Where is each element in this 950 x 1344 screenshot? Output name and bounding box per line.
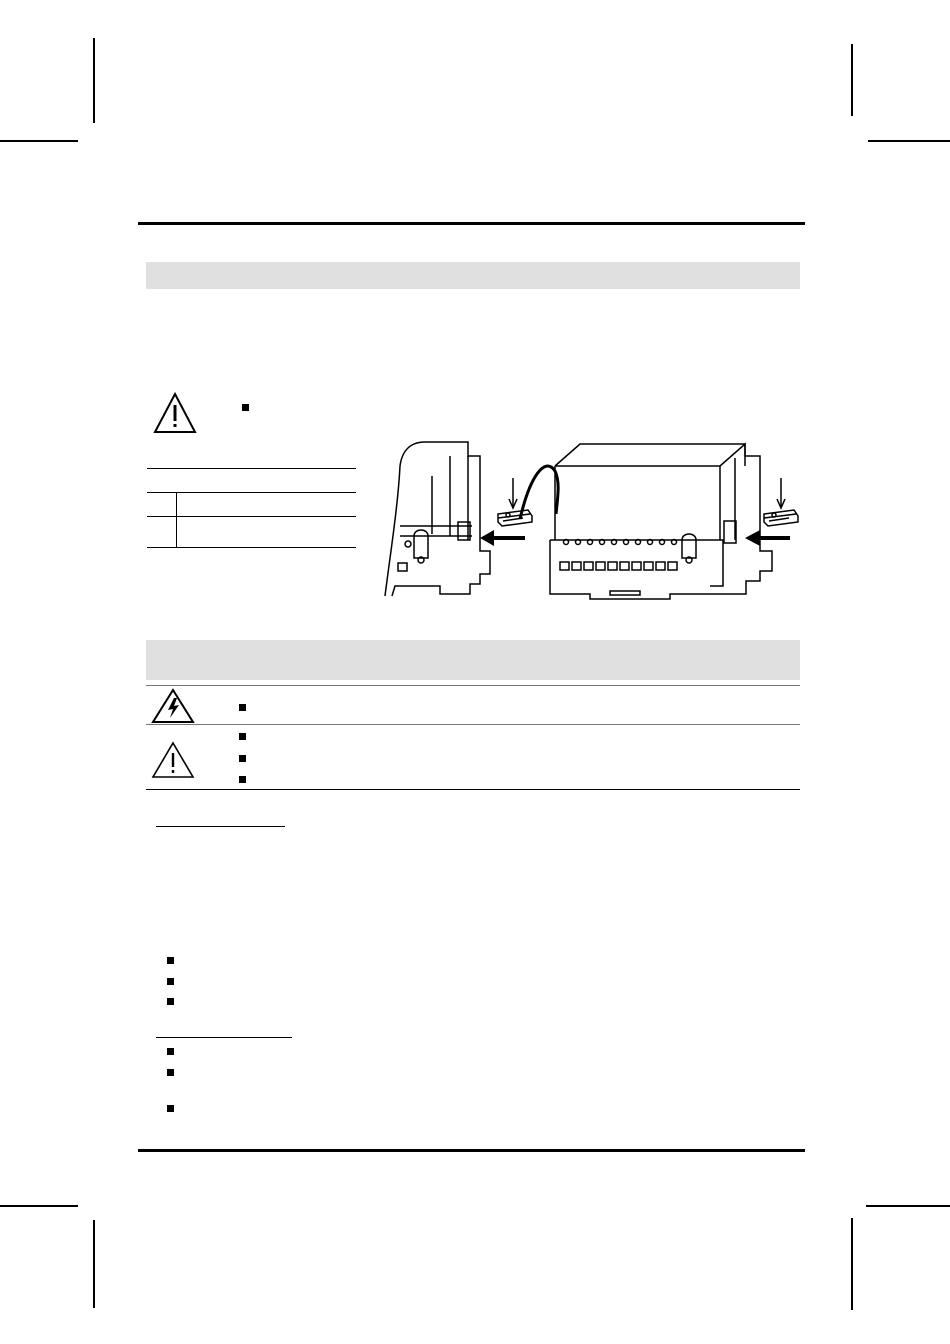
crop-mark-bottom-right-horizontal [866,1205,950,1207]
crop-mark-top-left-horizontal [0,140,78,142]
caution-icon [152,742,194,778]
crop-mark-top-right-vertical [851,44,853,116]
list2-bullet-2 [167,1069,174,1076]
list2-bullet-3 [167,1105,174,1112]
caution-icon [153,392,197,434]
list1-bullet-1 [167,957,174,964]
crop-mark-bottom-left-vertical [93,1220,95,1308]
table-rule-bottom [147,547,356,548]
electric-warning-bullet [239,704,246,711]
header-rule [138,222,805,225]
footer-rule [138,1149,805,1152]
list1-bullet-2 [167,978,174,985]
crop-mark-bottom-right-vertical [851,1218,853,1310]
caution-bullet-2 [239,755,246,762]
table-rule-3 [147,516,356,517]
warnings-band [146,640,800,680]
figure-bullet [242,404,249,411]
warning-rule-bottom [146,789,800,790]
list1-bullet-3 [167,998,174,1005]
caution-bullet-3 [239,776,246,783]
header-band [146,262,800,289]
device-illustration [380,436,800,601]
warning-rule-top [146,685,800,686]
table-rule-2 [147,492,356,493]
crop-mark-bottom-left-horizontal [0,1205,78,1207]
table-column-divider [176,492,177,547]
subheading-underline-2 [156,1037,292,1038]
warning-rule-middle [146,724,800,725]
subheading-underline-1 [156,826,285,827]
crop-mark-top-left-vertical [93,38,95,123]
caution-bullet-1 [239,733,246,740]
list2-bullet-1 [167,1048,174,1055]
electric-hazard-icon [152,689,194,723]
crop-mark-top-right-horizontal [868,140,950,142]
table-rule-top [147,468,356,469]
